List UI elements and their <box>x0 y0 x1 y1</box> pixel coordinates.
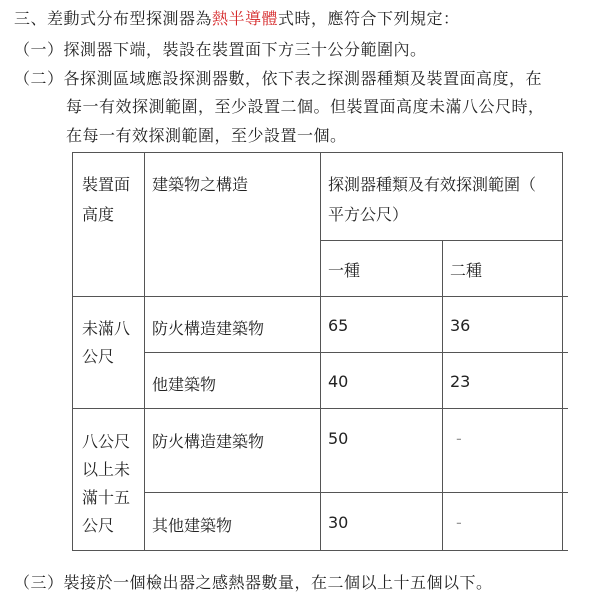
table-rule-bottom <box>72 550 568 551</box>
row1-height-line1: 未滿八 <box>82 319 131 338</box>
table-rule-col3 <box>320 152 321 550</box>
header-type2: 二種 <box>450 261 483 280</box>
header-height-line2: 高度 <box>82 205 115 224</box>
table-rule-col2 <box>144 152 145 550</box>
table-rule-col4 <box>442 240 443 550</box>
table-rule-right <box>562 152 563 550</box>
table-rule-row1-bottom <box>144 352 568 353</box>
row3-height-line1: 八公尺 <box>82 432 131 451</box>
header-range-line2: 平方公尺） <box>328 205 409 224</box>
detector-table <box>72 152 568 552</box>
heading-suffix: 式時，應符合下列規定： <box>278 9 460 28</box>
item-1-text: 探測器下端，裝設在裝置面下方三十公分範圍內。 <box>63 40 427 59</box>
row1-type2: 36 <box>450 316 471 335</box>
item-1-number: （一） <box>14 40 64 59</box>
heading-prefix: 三、差動式分布型探測器為 <box>14 9 213 28</box>
item-3 <box>14 570 493 593</box>
row3-height-line4: 公尺 <box>82 516 115 535</box>
row3-height-line3: 滿十五 <box>82 488 131 507</box>
header-range-line1: 探測器種類及有效探測範圍（ <box>328 175 537 194</box>
item-2-number: （二） <box>14 69 64 88</box>
heading-highlight: 熱半導體 <box>212 9 279 28</box>
table-rule-subheader <box>320 240 562 241</box>
row3-type2: - <box>456 429 462 448</box>
row2-type1: 40 <box>328 372 349 391</box>
item-2-continuation-2: 在每一有效探測範圍，至少設置一個。 <box>66 126 347 145</box>
item-2-text: 各探測區域應設探測器數，依下表之探測器種類及裝置面高度，在 <box>63 69 543 88</box>
table-rule-top <box>72 152 562 153</box>
row4-type2: - <box>456 513 462 532</box>
item-1 <box>14 37 427 60</box>
table-rule-left <box>72 152 73 550</box>
row3-type1: 50 <box>328 429 349 448</box>
table-rule-row3-bottom <box>144 492 568 493</box>
header-type1: 一種 <box>328 261 361 280</box>
row4-structure: 其他建築物 <box>152 516 233 535</box>
item-3-number: （三） <box>14 573 64 592</box>
row3-height-line2: 以上未 <box>82 460 131 479</box>
item-3-text: 裝接於一個檢出器之感熱器數量，在二個以上十五個以下。 <box>63 573 493 592</box>
item-2 <box>14 66 542 89</box>
row4-type1: 30 <box>328 513 349 532</box>
row2-structure: 他建築物 <box>152 375 217 394</box>
row1-height-line2: 公尺 <box>82 347 115 366</box>
header-height-line1: 裝置面 <box>82 175 131 194</box>
header-structure: 建築物之構造 <box>152 175 249 194</box>
item-2-continuation-1: 每一有效探測範圍，至少設置二個。但裝置面高度未滿八公尺時， <box>66 97 545 116</box>
section-heading <box>14 6 460 29</box>
row3-structure: 防火構造建築物 <box>152 432 265 451</box>
row2-type2: 23 <box>450 372 471 391</box>
row1-type1: 65 <box>328 316 349 335</box>
row1-structure: 防火構造建築物 <box>152 319 265 338</box>
